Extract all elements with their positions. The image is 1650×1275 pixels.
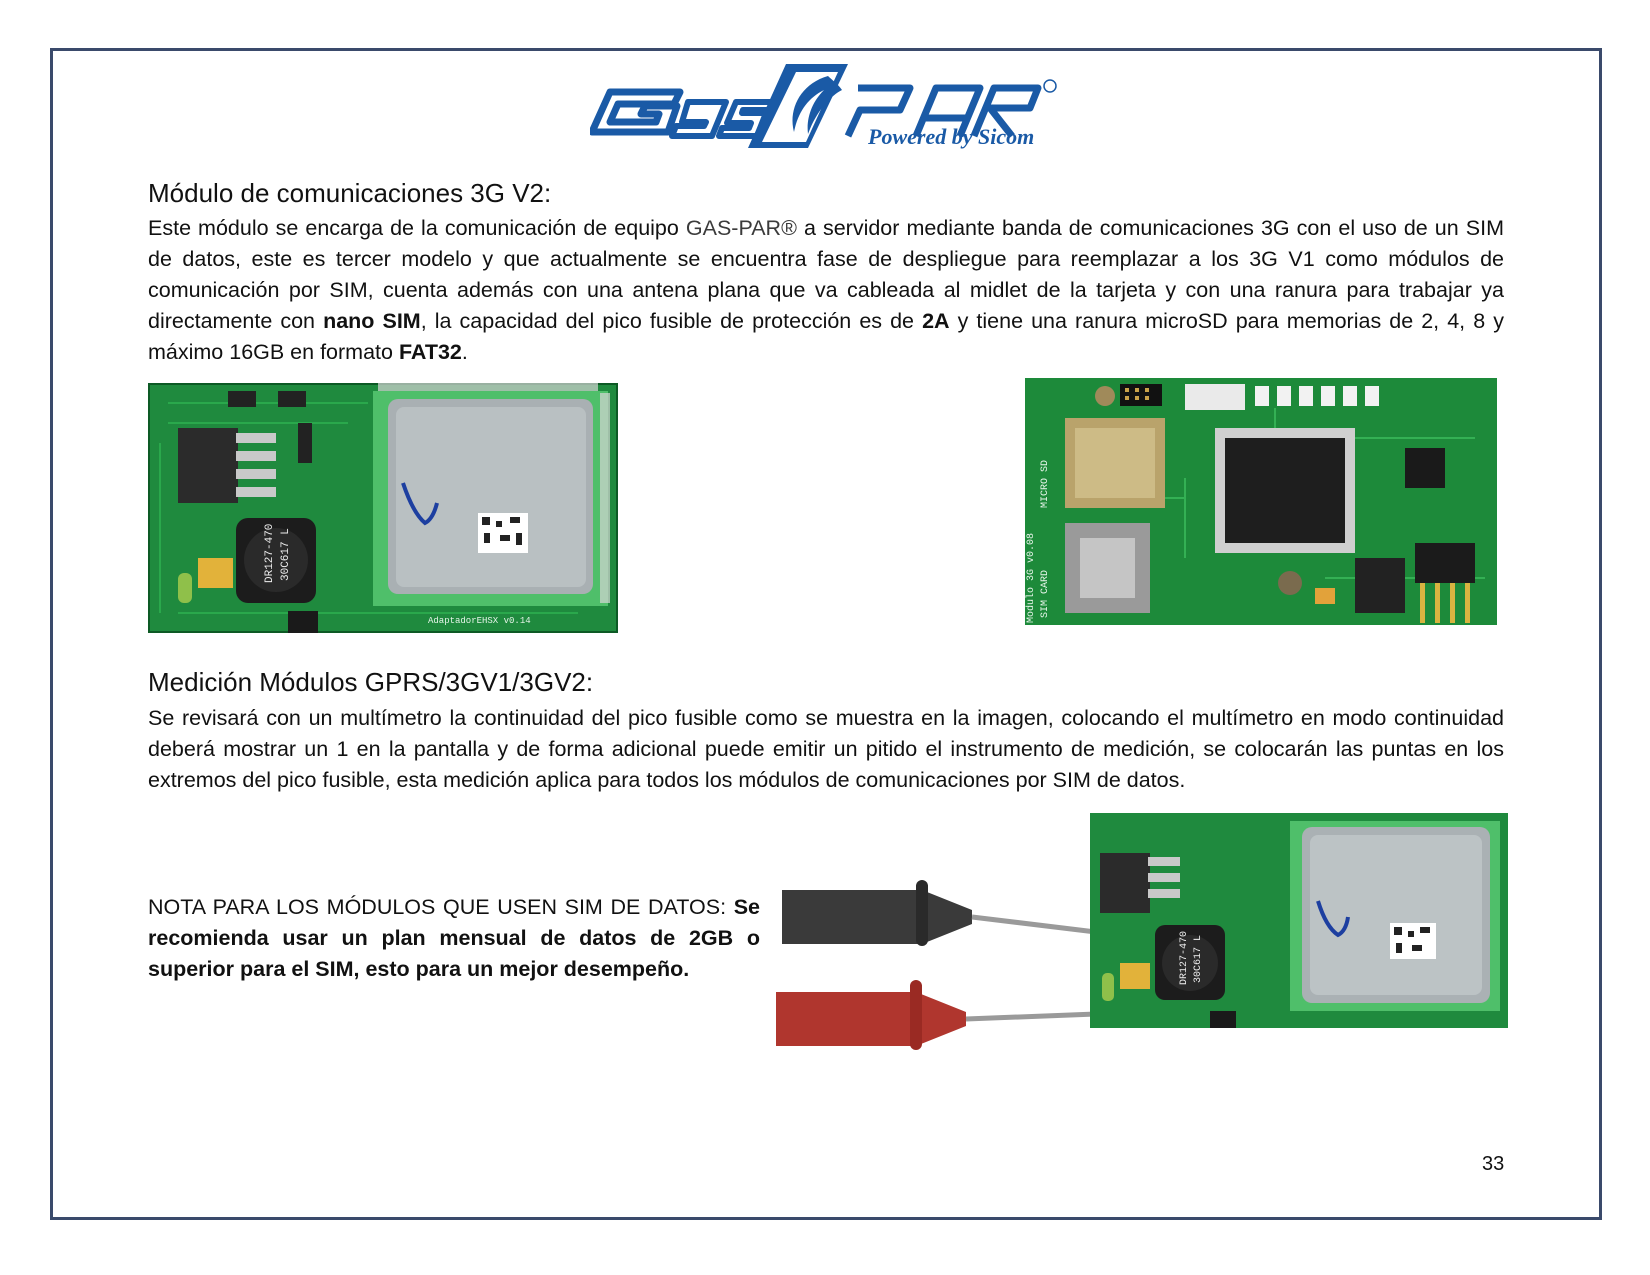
text-run: y tiene una ranura microSD para memorias de 2, 4, 8 y máximo 16GB en formato xyxy=(148,309,1504,364)
section-paragraph-medicion: Se revisará con un multímetro la continuidad del pico fusible como se muestra en la imagen, colocando el multímetro en modo continuidad deberá mostrar un 1 en la pantalla y de forma adicional puede emitir un pitido el instrumento de medición, se colocarán las puntas en los extremos del pico fusible, esta medición aplica para todos los módulos de comunicaciones por SIM de datos. xyxy=(148,706,1504,792)
section-title-3g-v2: Módulo de comunicaciones 3G V2: xyxy=(148,178,552,208)
text-run: a servidor mediante banda de comunicaciones 3G con el uso de un SIM de datos, este es tercer modelo y que actualmente se encuentra fase de despliegue para reemplazar a los 3G V1 como módulos de comunicación por SIM, cuenta además con una antena plana que va cableada al midlet de la tarjeta y con una ranura para trabajar ya directamente con xyxy=(148,216,1504,333)
sd-slot-label: MICRO SD xyxy=(1040,459,1051,508)
text-run: Este módulo se encarga de la comunicación de equipo xyxy=(148,216,686,240)
inductor-code-2: 30C617 L xyxy=(1193,934,1204,983)
bold-fat32: FAT32 xyxy=(398,340,462,364)
photo-fuse-measurement-module xyxy=(1090,813,1508,1028)
inductor-label: DR127-470 xyxy=(264,523,276,583)
page-number: 33 xyxy=(1482,1153,1505,1175)
inductor-code: 30C617 L xyxy=(280,528,292,581)
bold-nano-sim: nano SIM xyxy=(323,309,421,333)
logo-tagline: Powered by Sicom xyxy=(868,124,1035,149)
board-label-adapter: AdaptadorEHSX v0.14 xyxy=(428,616,531,626)
sim-slot-label: SIM CARD xyxy=(1040,569,1051,618)
bold-2a: 2A xyxy=(922,309,950,333)
section-paragraph-3g-v2 xyxy=(148,213,1504,368)
note-bold: Se recomienda usar un plan mensual de datos de 2GB o superior para el SIM, esto para un mejor desempeño. xyxy=(148,895,760,981)
multimeter-probes-image xyxy=(776,880,1096,1060)
note-lead: NOTA PARA LOS MÓDULOS QUE USEN SIM DE DATOS: xyxy=(148,895,734,919)
text-run: , la capacidad del pico fusible de protección es de xyxy=(420,309,923,333)
brand-name: GAS-PAR® xyxy=(685,216,797,240)
photo-3g-v2-board xyxy=(1025,378,1497,625)
photo-3g-module-adapter xyxy=(148,383,618,633)
text-run: . xyxy=(461,340,468,364)
inductor-label-2: DR127-470 xyxy=(1179,930,1190,985)
section-title-medicion: Medición Módulos GPRS/3GV1/3GV2: xyxy=(148,667,594,697)
note-paragraph xyxy=(148,892,760,985)
board-label-3g: Modulo 3G v0.08 xyxy=(1026,532,1037,623)
